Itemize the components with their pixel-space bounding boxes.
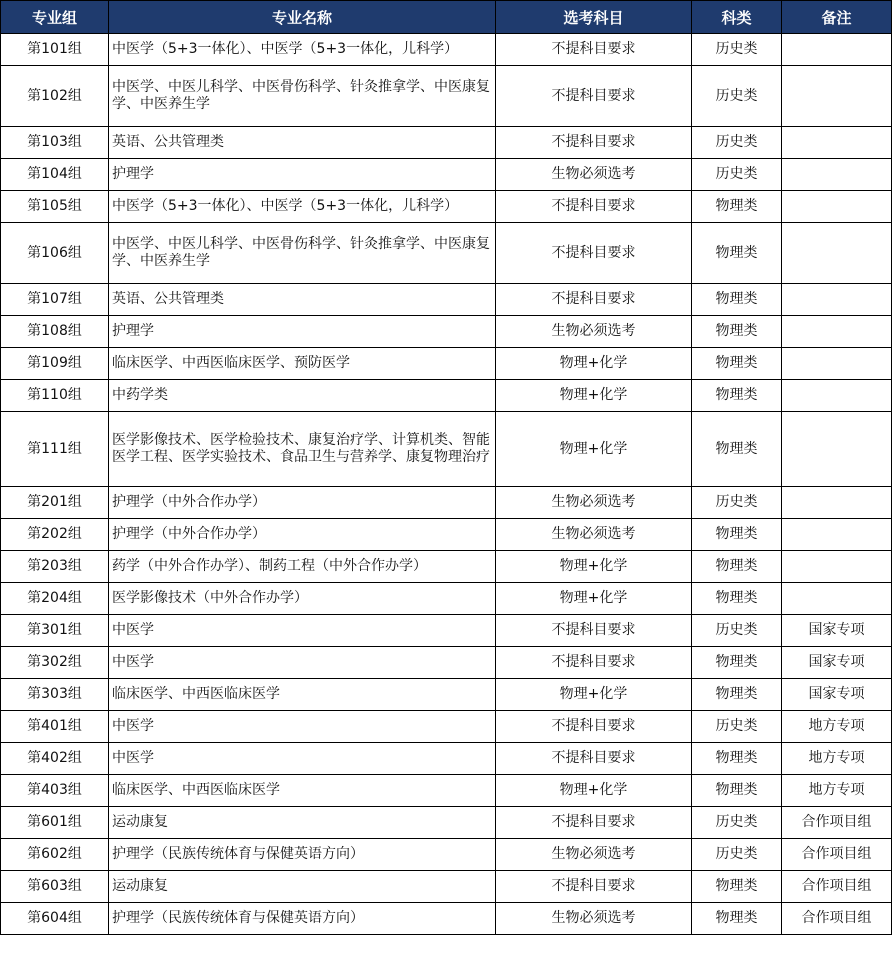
cell-group: 第202组 [1,519,109,551]
table-row [1,487,892,519]
cell-major: 临床医学、中西医临床医学 [109,775,496,807]
table-row [1,223,892,284]
cell-group: 第602组 [1,839,109,871]
table-row [1,871,892,903]
cell-subject: 物理+化学 [496,412,692,487]
cell-major: 中医学 [109,711,496,743]
cell-group: 第403组 [1,775,109,807]
cell-note: 合作项目组 [782,871,892,903]
cell-type: 历史类 [692,66,782,127]
cell-subject: 生物必须选考 [496,316,692,348]
cell-type: 历史类 [692,127,782,159]
cell-note: 地方专项 [782,743,892,775]
cell-group: 第108组 [1,316,109,348]
cell-type: 物理类 [692,191,782,223]
cell-note [782,223,892,284]
cell-major: 护理学 [109,316,496,348]
cell-major: 中药学类 [109,380,496,412]
cell-subject: 不提科目要求 [496,871,692,903]
cell-subject: 物理+化学 [496,380,692,412]
cell-subject: 物理+化学 [496,583,692,615]
cell-group: 第203组 [1,551,109,583]
cell-group: 第110组 [1,380,109,412]
header-major: 专业名称 [109,1,496,34]
cell-subject: 不提科目要求 [496,807,692,839]
cell-subject: 不提科目要求 [496,191,692,223]
cell-group: 第107组 [1,284,109,316]
cell-major: 中医学、中医儿科学、中医骨伤科学、针灸推拿学、中医康复学、中医养生学 [109,66,496,127]
cell-subject: 不提科目要求 [496,223,692,284]
table-row [1,348,892,380]
cell-note [782,316,892,348]
table-row [1,743,892,775]
table-row [1,316,892,348]
header-note: 备注 [782,1,892,34]
cell-group: 第104组 [1,159,109,191]
table-row [1,127,892,159]
cell-type: 物理类 [692,223,782,284]
cell-subject: 不提科目要求 [496,647,692,679]
cell-note [782,284,892,316]
table-row [1,519,892,551]
cell-group: 第303组 [1,679,109,711]
cell-major: 中医学（5+3一体化）、中医学（5+3一体化，儿科学） [109,34,496,66]
cell-group: 第111组 [1,412,109,487]
cell-note [782,66,892,127]
cell-subject: 物理+化学 [496,551,692,583]
cell-group: 第109组 [1,348,109,380]
cell-group: 第105组 [1,191,109,223]
cell-type: 历史类 [692,159,782,191]
cell-subject: 物理+化学 [496,348,692,380]
cell-group: 第101组 [1,34,109,66]
cell-note: 国家专项 [782,615,892,647]
cell-type: 物理类 [692,775,782,807]
cell-subject: 不提科目要求 [496,711,692,743]
cell-type: 物理类 [692,316,782,348]
cell-type: 历史类 [692,487,782,519]
cell-major: 医学影像技术、医学检验技术、康复治疗学、计算机类、智能医学工程、医学实验技术、食品卫生与营养学、康复物理治疗 [109,412,496,487]
table-row [1,775,892,807]
cell-type: 物理类 [692,679,782,711]
cell-note [782,583,892,615]
cell-major: 临床医学、中西医临床医学 [109,679,496,711]
cell-type: 物理类 [692,647,782,679]
cell-group: 第604组 [1,903,109,935]
cell-subject: 不提科目要求 [496,66,692,127]
cell-note [782,551,892,583]
cell-group: 第401组 [1,711,109,743]
cell-note [782,159,892,191]
cell-type: 历史类 [692,34,782,66]
cell-group: 第201组 [1,487,109,519]
table-row [1,711,892,743]
cell-major: 护理学（民族传统体育与保健英语方向） [109,839,496,871]
cell-major: 医学影像技术（中外合作办学） [109,583,496,615]
table-row [1,679,892,711]
cell-group: 第301组 [1,615,109,647]
cell-subject: 生物必须选考 [496,159,692,191]
cell-type: 物理类 [692,412,782,487]
cell-group: 第302组 [1,647,109,679]
cell-type: 物理类 [692,903,782,935]
cell-type: 物理类 [692,583,782,615]
cell-subject: 物理+化学 [496,775,692,807]
cell-subject: 生物必须选考 [496,903,692,935]
cell-major: 中医学 [109,743,496,775]
cell-type: 历史类 [692,807,782,839]
cell-note: 合作项目组 [782,839,892,871]
cell-note: 合作项目组 [782,903,892,935]
cell-major: 临床医学、中西医临床医学、预防医学 [109,348,496,380]
header-type: 科类 [692,1,782,34]
cell-subject: 不提科目要求 [496,615,692,647]
cell-type: 历史类 [692,839,782,871]
cell-note: 合作项目组 [782,807,892,839]
cell-type: 物理类 [692,380,782,412]
cell-subject: 不提科目要求 [496,127,692,159]
cell-note [782,191,892,223]
cell-group: 第603组 [1,871,109,903]
cell-type: 物理类 [692,743,782,775]
cell-group: 第102组 [1,66,109,127]
cell-major: 护理学 [109,159,496,191]
cell-subject: 生物必须选考 [496,839,692,871]
cell-group: 第106组 [1,223,109,284]
cell-major: 运动康复 [109,871,496,903]
cell-type: 物理类 [692,348,782,380]
cell-note: 地方专项 [782,711,892,743]
cell-type: 物理类 [692,871,782,903]
cell-group: 第103组 [1,127,109,159]
header-subject: 选考科目 [496,1,692,34]
cell-type: 物理类 [692,551,782,583]
cell-subject: 生物必须选考 [496,519,692,551]
cell-major: 护理学（中外合作办学） [109,487,496,519]
table-row [1,903,892,935]
cell-major: 英语、公共管理类 [109,284,496,316]
table-row [1,583,892,615]
cell-note [782,487,892,519]
cell-note [782,519,892,551]
table-row [1,807,892,839]
table-row [1,284,892,316]
table-row [1,34,892,66]
header-group: 专业组 [1,1,109,34]
table-row [1,191,892,223]
cell-note [782,412,892,487]
cell-major: 英语、公共管理类 [109,127,496,159]
cell-major: 药学（中外合作办学）、制药工程（中外合作办学） [109,551,496,583]
cell-major: 护理学（民族传统体育与保健英语方向） [109,903,496,935]
cell-type: 历史类 [692,711,782,743]
cell-group: 第601组 [1,807,109,839]
cell-group: 第402组 [1,743,109,775]
table-row [1,615,892,647]
cell-subject: 不提科目要求 [496,743,692,775]
table-row [1,380,892,412]
cell-note [782,34,892,66]
cell-type: 历史类 [692,615,782,647]
table-row [1,839,892,871]
cell-note [782,348,892,380]
table-row [1,647,892,679]
cell-subject: 物理+化学 [496,679,692,711]
table-row [1,159,892,191]
table-header-row [1,1,892,34]
cell-major: 中医学（5+3一体化）、中医学（5+3一体化，儿科学） [109,191,496,223]
cell-subject: 生物必须选考 [496,487,692,519]
table-row [1,66,892,127]
cell-type: 物理类 [692,284,782,316]
cell-subject: 不提科目要求 [496,34,692,66]
table-row [1,551,892,583]
cell-major: 中医学 [109,615,496,647]
cell-note [782,127,892,159]
cell-type: 物理类 [692,519,782,551]
cell-group: 第204组 [1,583,109,615]
cell-note: 国家专项 [782,647,892,679]
cell-subject: 不提科目要求 [496,284,692,316]
cell-note: 地方专项 [782,775,892,807]
cell-note: 国家专项 [782,679,892,711]
cell-major: 运动康复 [109,807,496,839]
cell-major: 中医学 [109,647,496,679]
cell-major: 护理学（中外合作办学） [109,519,496,551]
table-row [1,412,892,487]
cell-major: 中医学、中医儿科学、中医骨伤科学、针灸推拿学、中医康复学、中医养生学 [109,223,496,284]
cell-note [782,380,892,412]
